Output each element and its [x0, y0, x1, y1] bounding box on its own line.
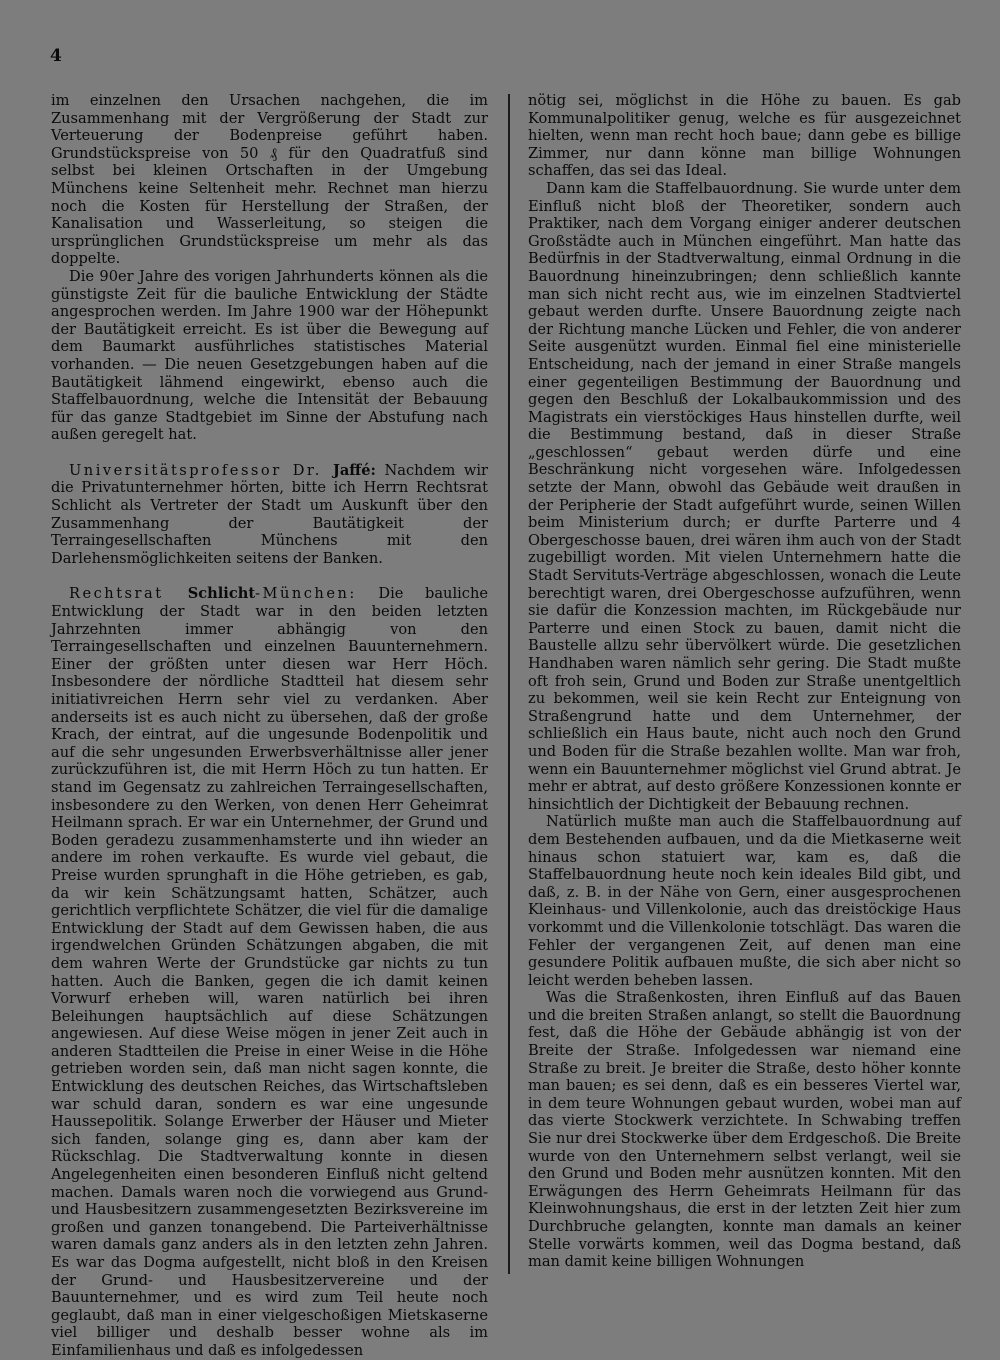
- speaker-paragraph: [51, 585, 488, 1359]
- speaker-text: Die bauliche Entwicklung der Stadt war in den beiden letzten Jahrzehnten immer abhängig von den Terraingesellschaften und einzelnen Bauunternehmern. Einer der größten unter diesen war Herr Höch. Insbesondere der nördliche Stadtteil hat diesem sehr initiativreichen Herrn sehr viel zu verdanken. Aber anderseits ist es auch nicht zu übersehen, daß der große Krach, der eintrat, auf die ungesunde Bodenpolitik und auf die sehr ungesunden Erwerbsverhältnisse aller jener zurückzuführen ist, die mit Herrn Höch zu tun hatten. Er stand im Gegensatz zu zahlreichen Terraingesellschaften, insbesondere zu den Werken, von denen Herr Geheimrat Heilmann sprach. Er war ein Unternehmer, der Grund und Boden geradezu zusammenhamsterte und ihn wieder an andere im rohen verkaufte. Es wurde viel gebaut, die Preise wurden sprunghaft in die Höhe getrieben, es gab, da wir kein Schätzungsamt hatten, Schätzer, auch gerichtlich verpflichtete Schätzer, die viel für die damalige Entwicklung der Stadt auf dem Gewissen haben, die aus irgendwelchen Gründen Schätzungen abgaben, die mit dem wahren Werte der Grundstücke gar nichts zu tun hatten. Auch die Banken, gegen die ich damit keinen Vorwurf erheben will, waren natürlich bei ihren Beleihungen hauptsächlich auf diese Schätzungen angewiesen. Auf diese Weise mögen in jener Zeit auch in anderen Stadtteilen die Preise in einer Weise in die Höhe getrieben worden sein, daß man nicht sagen konnte, die Entwicklung des deutschen Reiches, das Wirtschaftsleben war schuld daran, sondern es war eine ungesunde Haussepolitik. Solange Erwerber der Häuser und Mieter sich fanden, solange ging es, dann aber kam der Rückschlag. Die Stadtverwaltung konnte in diesen Angelegenheiten einen besonderen Einfluß nicht geltend machen. Damals waren noch die vorwiegend aus Grund- und Hausbesitzern zusammengesetzten Bezirksvereine im großen und ganzen tonangebend. Die Parteiverhältnisse waren damals ganz anders als in den letzten zehn Jahren. Es war das Dogma aufgestellt, nicht bloß in den Kreisen der Grund- und Hausbesitzervereine und der Bauunternehmer, und es wird zum Teil heute noch geglaubt, daß man in einer vielgeschoßigen Mietskaserne viel billiger und deshalb besser wohne als im Einfamilienhaus und daß es infolgedessen: [51, 585, 488, 1359]
- speaker-text: Nachdem wir die Privatunternehmer hörten, bitte ich Herrn Rechtsrat Schlicht als Vertreter der Stadt um Auskunft über den Zusammenhang der Bautätigkeit der Terraingesellschaften Münchens mit den Darlehensmöglichkeiten seitens der Banken.: [51, 461, 488, 567]
- speaker-label: Universitätsprofessor Dr.: [69, 461, 333, 479]
- paragraph: nötig sei, möglichst in die Höhe zu bauen. Es gab Kommunalpolitiker genug, welche es für ausgezeichnet hielten, wenn man recht hoch baue; dann gebe es billige Zimmer, nur dann könne man billige Wohnungen schaffen, das sei das Ideal.: [528, 92, 961, 180]
- column-divider: [508, 94, 510, 1274]
- speaker-place: -München:: [255, 585, 357, 603]
- speaker-name: Jaffé:: [332, 461, 376, 479]
- paragraph: Dann kam die Staffelbauordnung. Sie wurde unter dem Einfluß nicht bloß der Theoretiker, sondern auch Praktiker, nach dem Vorgang einiger anderer deutschen Großstädte auch in München eingeführt. Man hatte das Bedürfnis in der Stadtverwaltung, einmal Ordnung in die Bauordnung hineinzubringen; denn schließlich kannte man sich nicht recht aus, wie im einzelnen Stadtviertel gebaut werden durfte. Unsere Bauordnung zeigte nach der Richtung manche Lücken und Fehler, die von anderer Seite ausgenützt wurden. Einmal fiel eine ministerielle Entscheidung, nach der jemand in einer Straße mangels einer gegenteiligen Bestimmung der Bauordnung und gegen den Beschluß der Lokalbaukommission und des Magistrats ein vierstöckiges Haus hinstellen durfte, weil die Bestimmung bestand, daß in dieser Straße „geschlossen“ gebaut werden dürfe und eine Beschränkung nicht vorgesehen wäre. Infolgedessen setzte der Mann, obwohl das Gebäude weit draußen in der Peripherie der Stadt aufgeführt wurde, seinen Willen beim Ministerium durch; er durfte Parterre und 4 Obergeschosse bauen, drei wären ihm auch von der Stadt zugebilligt worden. Mit vielen Unternehmern hatte die Stadt Servituts-Verträge abgeschlossen, wonach die Leute berechtigt waren, drei Obergeschosse aufzuführen, wenn sie dafür die Konzession machten, im Rückgebäude nur Parterre und einen Stock zu bauen, damit nicht die Baustelle allzu sehr übervölkert würde. Die gesetzlichen Handhaben waren nämlich sehr gering. Die Stadt mußte oft froh sein, Grund und Boden zur Straße unentgeltlich zu bekommen, weil sie kein Recht zur Enteignung von Straßengrund hatte und dem Unternehmer, der schließlich ein Haus baute, nicht auch noch den Grund und Boden für die Straße bezahlen wollte. Man war froh, wenn ein Bauunternehmer möglichst viel Grund abtrat. Je mehr er abtrat, auf desto größere Konzessionen konnte er hinsichtlich der Dichtigkeit der Bebauung rechnen.: [528, 179, 961, 813]
- page-number: 4: [50, 46, 62, 66]
- right-column: [528, 92, 961, 1271]
- speaker-label: Rechtsrat: [69, 585, 188, 603]
- paragraph: im einzelnen den Ursachen nachgehen, die im Zusammenhang mit der Vergrößerung der Stadt zur Verteuerung der Bodenpreise geführt haben. Grundstückspreise von 50 ₰ für den Quadratfuß sind selbst bei kleinen Ortschaften in der Umgebung Münchens keine Seltenheit mehr. Rechnet man hierzu noch die Kosten für Herstellung der Straßen, der Kanalisation und Wasserleitung, so steigen die ursprünglichen Grundstückspreise um mehr als das doppelte.: [51, 92, 488, 268]
- paragraph: Natürlich mußte man auch die Staffelbauordnung auf dem Bestehenden aufbauen, und da die Mietkaserne weit hinaus schon statuiert war, kam es, daß die Staffelbauordnung heute noch kein ideales Bild gibt, und daß, z. B. in der Nähe von Gern, einer ausgesprochenen Kleinhaus- und Villenkolonie, auch das dreistöckige Haus vorkommt und die Villenkolonie totschlägt. Das waren die Fehler der vergangenen Zeit, auf denen man eine gesundere Politik aufbauen mußte, die sich aber nicht so leicht werden beheben lassen.: [528, 813, 961, 989]
- speaker-name: Schlicht: [187, 585, 256, 603]
- paragraph: Die 90er Jahre des vorigen Jahrhunderts können als die günstigste Zeit für die bauliche Entwicklung der Städte angesprochen werden. Im Jahre 1900 war der Höhepunkt der Bautätigkeit erreicht. Es ist über die Bewegung auf dem Baumarkt ausführliches statistisches Material vorhanden. — Die neuen Gesetzgebungen haben auf die Bautätigkeit lähmend eingewirkt, ebenso auch die Staffelbauordnung, welche die Intensität der Bebauung für das ganze Stadtgebiet im Sinne der Abstufung nach außen geregelt hat.: [51, 267, 488, 444]
- speaker-paragraph: [51, 462, 488, 568]
- left-column: [51, 92, 488, 1360]
- paragraph: Was die Straßenkosten, ihren Einfluß auf das Bauen und die breiten Straßen anlangt, so stellt die Bauordnung fest, daß die Höhe der Gebäude abhängig ist von der Breite der Straße. Infolgedessen war niemand eine Straße zu breit. Je breiter die Straße, desto höher konnte man bauen; es sei denn, daß es ein besseres Viertel war, in dem teure Wohnungen gebaut wurden, wobei man auf das vierte Stockwerk verzichtete. In Schwabing treffen Sie nur drei Stockwerke über dem Erdgeschoß. Die Breite wurde von den Unternehmern selbst verlangt, weil sie den Grund und Boden mehr ausnützen konnten. Mit den Erwägungen des Herrn Geheimrats Heilmann für das Kleinwohnungshaus, die erst in der letzten Zeit hier zum Durchbruche gelangten, konnte man damals an keiner Stelle vorwärts kommen, weil das Dogma bestand, daß man damit keine billigen Wohnungen: [528, 989, 961, 1271]
